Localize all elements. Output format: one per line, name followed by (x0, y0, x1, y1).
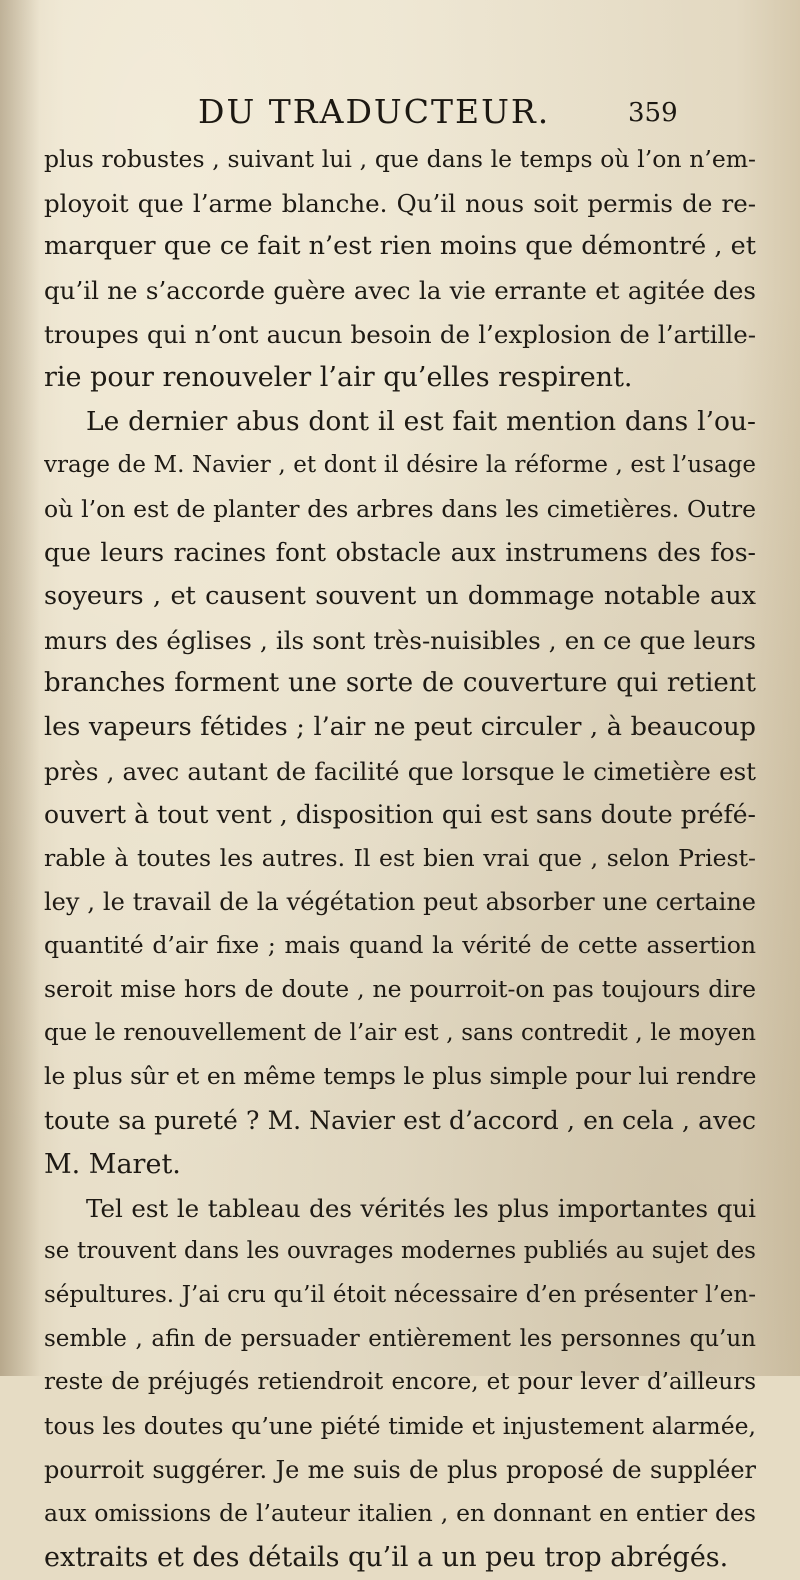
page-edge-shadow (0, 0, 40, 1376)
text-line: où l’on est de planter des arbres dans les cimetières. Outre (44, 494, 756, 523)
text-line: que leurs racines font obstacle aux instrumens des fos- (44, 538, 756, 568)
text-line: les vapeurs fétides ; l’air ne peut circuler , à beaucoup (44, 711, 756, 742)
page-number: 359 (628, 98, 678, 128)
text-line: reste de préjugés retiendroit encore, et pour lever d’ailleurs (44, 1369, 756, 1396)
text-line: plus robustes , suivant lui , que dans le temps où l’on n’em- (44, 145, 756, 173)
text-line: tous les doutes qu’une piété timide et injustement alarmée, (44, 1411, 756, 1440)
text-line: près , avec autant de facilité que lorsque le cimetière est (44, 756, 756, 786)
text-line: ployoit que l’arme blanche. Qu’il nous soit permis de re- (44, 188, 756, 218)
text-line: murs des églises , ils sont très-nuisibles , en ce que leurs (44, 625, 756, 655)
text-line: M. Maret. (44, 1148, 181, 1180)
text-line: sépultures. J’ai cru qu’il étoit nécessaire d’en présenter l’en- (44, 1281, 756, 1308)
text-line: Tel est le tableau des vérités les plus importantes qui (86, 1193, 756, 1223)
text-line: toute sa pureté ? M. Navier est d’accord , en cela , avec (44, 1106, 756, 1136)
text-line: seroit mise hors de doute , ne pourroit-on pas toujours dire (44, 975, 756, 1004)
text-line: quantité d’air fixe ; mais quand la vérité de cette assertion (44, 931, 756, 960)
text-line: troupes qui n’ont aucun besoin de l’explosion de l’artille- (44, 319, 756, 349)
text-line: ley , le travail de la végétation peut absorber une certaine (44, 887, 756, 916)
text-line: pourroit suggérer. Je me suis de plus proposé de suppléer (44, 1455, 756, 1484)
text-line: soyeurs , et causent souvent un dommage notable aux (44, 580, 756, 611)
page-header (0, 92, 800, 136)
text-line: aux omissions de l’auteur italien , en donnant en entier des (44, 1499, 756, 1528)
text-line: que le renouvellement de l’air est , sans contredit , le moyen (44, 1019, 756, 1046)
running-title: DU TRADUCTEUR. (198, 92, 551, 131)
text-line: se trouvent dans les ouvrages modernes publiés au sujet des (44, 1238, 756, 1265)
text-line: le plus sûr et en même temps le plus simple pour lui rendre (44, 1062, 756, 1091)
body-text (44, 138, 756, 1580)
text-line: semble , afin de persuader entièrement les personnes qu’un (44, 1325, 756, 1352)
text-line: ouvert à tout vent , disposition qui est sans doute préfé- (44, 800, 756, 830)
text-line: qu’il ne s’accorde guère avec la vie errante et agitée des (44, 276, 756, 306)
text-line: extraits et des détails qu’il a un peu trop abrégés. (44, 1542, 729, 1573)
text-line: rie pour renouveler l’air qu’elles respirent. (44, 362, 633, 394)
text-line: vrage de M. Navier , et dont il désire la réforme , est l’usage (44, 451, 756, 478)
text-line: rable à toutes les autres. Il est bien vrai que , selon Priest- (44, 844, 756, 872)
text-line: Le dernier abus dont il est fait mention dans l’ou- (86, 406, 756, 438)
text-line: marquer que ce fait n’est rien moins que démontré , et (44, 231, 756, 262)
text-line: branches forment une sorte de couverture qui retient (44, 668, 756, 699)
